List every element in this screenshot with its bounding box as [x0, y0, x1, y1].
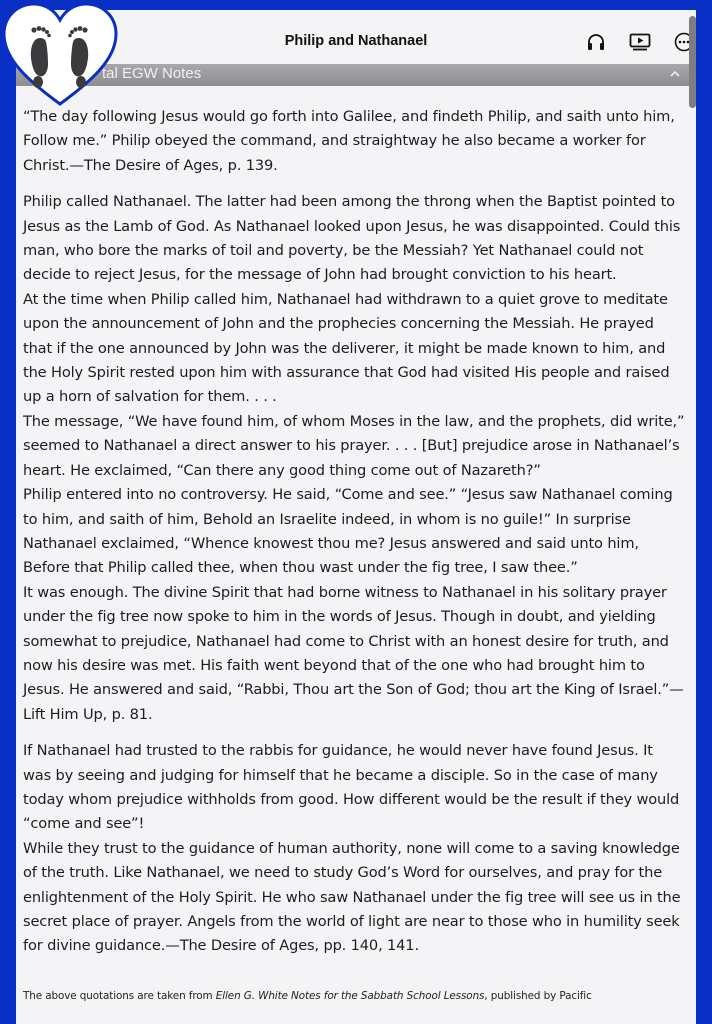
footnote [23, 990, 693, 1002]
paragraph-2: Philip called Nathanael. The latter had been among the throng when the Baptist pointed to Jesus as the Lamb of God. As Nathanael looked upon Jesus, he was disappointed. Could this man, who bore the marks of toil and poverty, be the Messiah? Yet Nathanael could not decide to reject Jesus, for the message of John had brought conviction to his heart. At the time when Philip called him, Nathanael had withdrawn to a quiet grove to meditate upon the announcement of John and the prophecies concerning the Messiah. He prayed that if the one announced by John was the deliverer, it might be made known to him, and the Holy Spirit rested upon him with assurance that God had visited His people and raised up a horn of salvation for them. . . . The message, “We have found him, of whom Moses in the law, and the prophets, did write,” seemed to Nathanael a direct answer to his prayer. . . . [But] prejudice arose in Nathanael’s heart. He exclaimed, “Can there any good thing come out of Nazareth?” Philip entered into no controversy. He said, “Come and see.” “Jesus saw Nathanael coming to him, and saith of him, Behold an Israelite indeed, in whom is no guile!” In surprise Nathanael exclaimed, “Whence knowest thou me? Jesus answered and said unto him, Before that Philip called thee, when thou wast under the fig tree, I saw thee.” It was enough. The divine Spirit that had borne witness to Nathanael in his solitary prayer under the fig tree now spoke to him in the words of Jesus. Though in doubt, and yielding somewhat to prejudice, Nathanael had come to Christ with an honest desire for truth, and now his desire was met. His faith went beyond that of the one who had brought him to Jesus. He answered and said, “Rabbi, Thou art the Son of God; thou art the King of Israel.”—Lift Him Up, p. 81. [23, 193, 685, 723]
paragraph-3: If Nathanael had trusted to the rabbis for guidance, he would never have found Jesus. It was by seeing and judging for himself that he became a disciple. So in the case of many today whom prejudice withholds from good. How different would be the result if they would “come and see”! While they trust to the guidance of human authority, none will come to a saving knowledge of the truth. Like Nathanael, we need to study God’s Word for ourselves, and pray for the enlightenment of the Holy Spirit. He who saw Nathanael under the fig tree will see us in the secret place of prayer. Angels from the world of light are near to those who in humility seek for divine guidance.—The Desire of Ages, pp. 140, 141. [23, 742, 681, 955]
footnote-suffix: , published by Pacific [484, 990, 592, 1002]
footprints-heart-logo [0, 0, 120, 110]
footnote-book-title: Ellen G. White Notes for the Sabbath School Lessons [215, 990, 485, 1002]
chevron-up-icon[interactable] [668, 67, 682, 81]
section-label: tal EGW Notes [102, 65, 202, 82]
page-title: Philip and Nathanael [284, 33, 428, 49]
app-window [16, 10, 696, 1024]
headphones-icon[interactable] [585, 32, 607, 52]
footnote-prefix: The above quotations are taken from [23, 990, 216, 1002]
scrollbar[interactable] [689, 16, 696, 108]
play-video-icon[interactable] [629, 32, 651, 52]
paragraph-1: “The day following Jesus would go forth into Galilee, and findeth Philip, and saith unto him, Follow me.” Philip obeyed the command, and straightway he also became a worker for Christ.—The Desire of Ages, p. 139. [23, 108, 675, 174]
article-body [23, 105, 685, 971]
